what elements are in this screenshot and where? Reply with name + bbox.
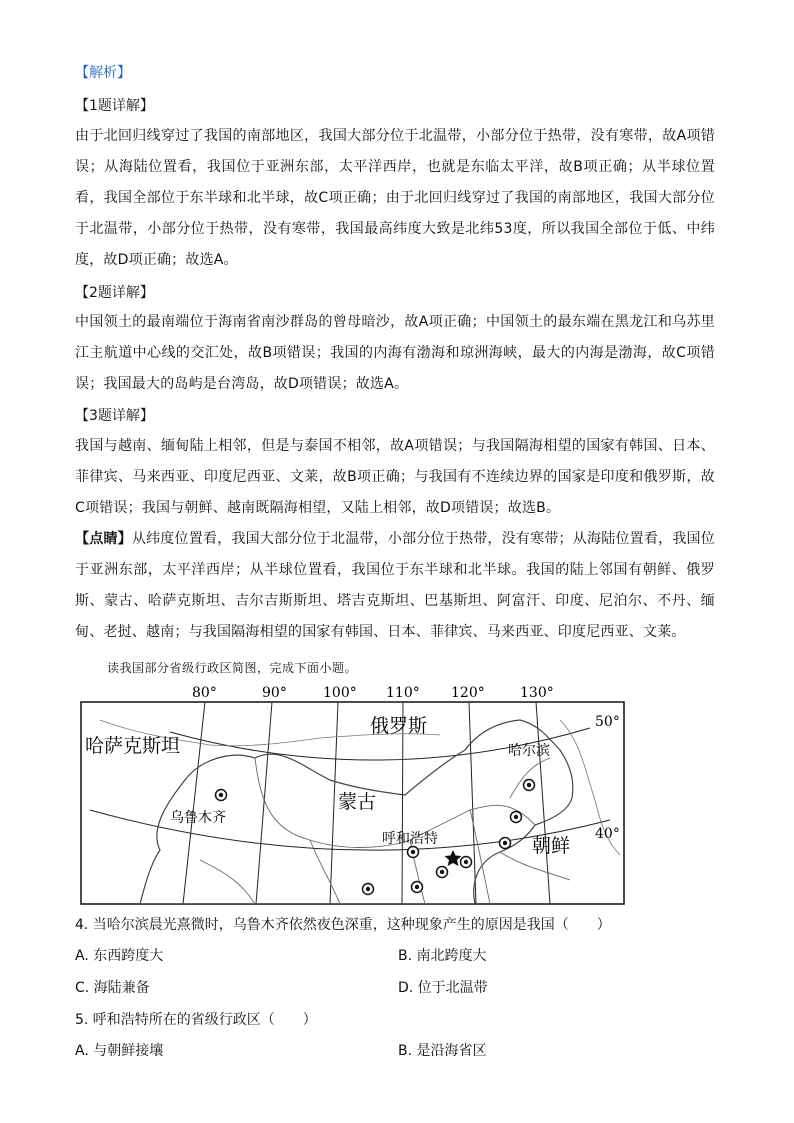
lon-label-110: 110° xyxy=(386,685,420,701)
label-kazakhstan: 哈萨克斯坦 xyxy=(85,735,181,757)
city-marker xyxy=(437,867,448,878)
label-urumqi: 乌鲁木齐 xyxy=(170,810,226,826)
comment-label: 【点睛】 xyxy=(75,531,132,547)
lon-label-100: 100° xyxy=(323,685,357,701)
q4-option-c: C. 海陆兼备 xyxy=(75,980,150,996)
label-harbin: 哈尔滨 xyxy=(508,743,550,759)
label-hohhot: 呼和浩特 xyxy=(382,831,438,847)
label-mongolia: 蒙古 xyxy=(338,791,377,813)
map-caption: 读我国部分省级行政区简图，完成下面小题。 xyxy=(107,661,358,675)
lat-label-50: 50° xyxy=(595,714,620,730)
lon-label-120: 120° xyxy=(451,685,485,701)
city-marker xyxy=(461,857,472,868)
label-russia: 俄罗斯 xyxy=(370,715,428,737)
q5-option-a: A. 与朝鲜接壤 xyxy=(75,1043,164,1059)
q2-heading: 【2题详解】 xyxy=(75,285,154,301)
q1-heading: 【1题详解】 xyxy=(75,98,154,114)
q4-option-d: D. 位于北温带 xyxy=(398,980,488,996)
city-marker xyxy=(216,790,227,801)
q2-explanation: 中国领土的最南端位于海南省南沙群岛的曾母暗沙，故A项正确；中国领土的最东端在黑龙江和乌苏里江主航道中心线的交汇处，故B项错误；我国的内海有渤海和琼洲海峡，最大的内海是渤海，故C项错误；我国最大的岛屿是台湾岛，故D项错误；故选A。 xyxy=(75,314,715,392)
analysis-label: 【解析】 xyxy=(75,65,131,81)
lon-label-80: 80° xyxy=(192,685,217,701)
q5-option-b: B. 是沿海省区 xyxy=(398,1043,487,1059)
city-marker xyxy=(524,780,535,791)
q3-heading: 【3题详解】 xyxy=(75,408,154,424)
label-korea: 朝鲜 xyxy=(532,835,571,857)
q1-explanation: 由于北回归线穿过了我国的南部地区，我国大部分位于北温带，小部分位于热带，没有寒带，故A项错误；从海陆位置看，我国位于亚洲东部，太平洋西岸，也就是东临太平洋，故B项正确；从半球位置看，我国全部位于东半球和北半球，故C项正确；由于北回归线穿过了我国的南部地区，我国大部分位于北温带，小部分位于热带，没有寒带，我国最高纬度大致是北纬53度，所以我国全部位于低、中纬度，故D项正确；故选A。 xyxy=(75,128,715,268)
comment-text: 从纬度位置看，我国大部分位于北温带，小部分位于热带，没有寒带；从海陆位置看，我国位于亚洲东部，太平洋西岸；从半球位置看，我国位于东半球和北半球。我国的陆上邻国有朝鲜、俄罗斯、蒙古、哈萨克斯坦、吉尔吉斯斯坦、塔吉克斯坦、巴基斯坦、阿富汗、印度、尼泊尔、不丹、缅甸、老挝、越南；与我国隔海相望的国家有韩国、日本、菲律宾、马来西亚、印度尼西亚、文莱。 xyxy=(75,531,715,640)
city-marker xyxy=(412,882,423,893)
city-marker xyxy=(500,838,511,849)
q5-stem: 5. 呼和浩特所在的省级行政区（ ） xyxy=(75,1012,317,1028)
lat-label-40: 40° xyxy=(595,826,620,842)
city-marker xyxy=(408,847,419,858)
lon-label-130: 130° xyxy=(520,685,554,701)
q4-option-a: A. 东西跨度大 xyxy=(75,948,164,964)
q4-stem: 4. 当哈尔滨晨光熹微时，乌鲁木齐依然夜色深重，这种现象产生的原因是我国（ ） xyxy=(75,917,611,933)
q4-option-b: B. 南北跨度大 xyxy=(398,948,487,964)
lon-label-90: 90° xyxy=(262,685,287,701)
province-map xyxy=(80,680,625,905)
city-marker xyxy=(363,884,374,895)
comment-paragraph xyxy=(75,524,715,648)
q3-explanation: 我国与越南、缅甸陆上相邻，但是与泰国不相邻，故A项错误；与我国隔海相望的国家有韩国、日本、菲律宾、马来西亚、印度尼西亚、文莱，故B项正确；与我国有不连续边界的国家是印度和俄罗斯，故C项错误；我国与朝鲜、越南既隔海相望，又陆上相邻，故D项错误；故选B。 xyxy=(75,438,715,516)
city-marker xyxy=(511,812,522,823)
